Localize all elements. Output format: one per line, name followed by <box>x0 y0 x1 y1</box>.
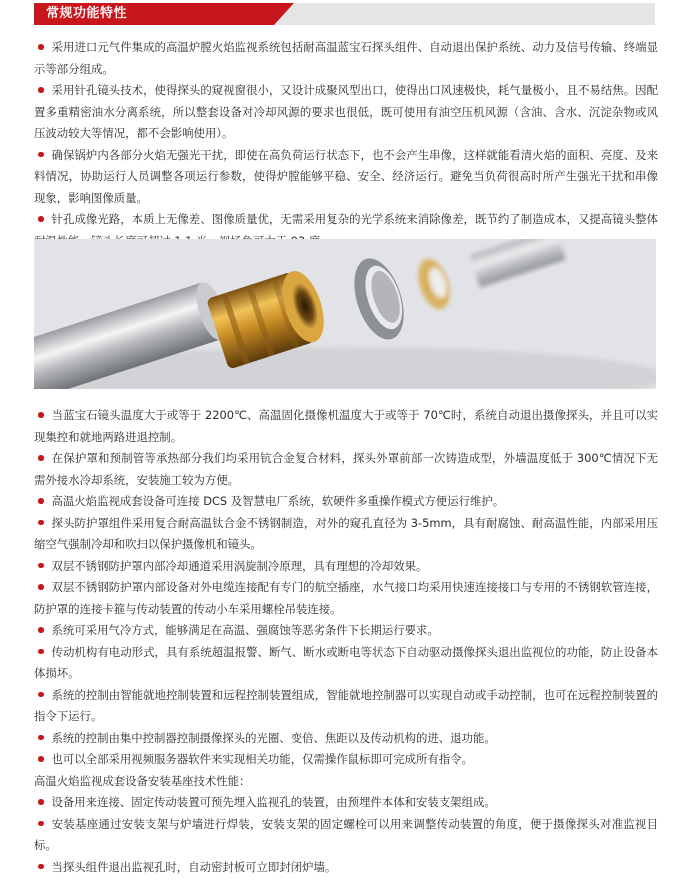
list-item <box>34 513 658 556</box>
product-photo <box>34 239 656 389</box>
list-item-text: 也可以全部采用视频服务器软件来实现相关功能，仅需操作鼠标即可完成所有指令。 <box>51 752 473 766</box>
brass-fitting-photo <box>34 239 656 389</box>
list-item-text: 当探头组件退出监视孔时，自动密封板可立即封闭炉墙。 <box>51 859 337 874</box>
list-item <box>34 792 658 814</box>
list-item <box>34 80 658 145</box>
list-item <box>34 405 658 448</box>
list-item <box>34 685 658 728</box>
bullet-icon <box>38 412 44 418</box>
bullet-icon <box>38 735 44 741</box>
list-item-text: 系统的控制由集中控制器控制摄像探头的光圈、变倍、焦距以及传动机构的进、退功能。 <box>51 730 496 745</box>
list-item <box>34 857 658 879</box>
list-item-text: 确保锅炉内各部分火焰无强光干扰，即使在高负荷运行状态下，也不会产生串像，这样就能看清火焰的面积、亮度、及来料情况，协助运行人员调整各项运行参数，使得炉膛能够平稳、安全、经济运行。避免当负荷很高时所产生强光干扰和串像现象，影响图像质量。 <box>34 147 658 205</box>
list-item-text: 双层不锈钢防护罩内部设备对外电缆连接配有专门的航空插座，水气接口均采用快速连接接口与专用的不锈钢软管连接，防护罩的连接卡箍与传动装置的传动小车采用螺栓吊装连接。 <box>34 580 658 616</box>
bullet-icon <box>38 216 44 222</box>
list-item-text: 针孔成像光路，本质上无像差、图像质量优，无需采用复杂的光学系统来消除像差，既节约了制造成本，又提高镜头整体 <box>51 212 658 226</box>
bullet-icon <box>38 44 44 50</box>
list-item-text: 系统的控制由智能就地控制装置和远程控制装置组成，智能就地控制器可以实现自动或手动控制，也可在远程控制装置的指令下运行。 <box>34 687 658 723</box>
list-item <box>34 556 658 578</box>
bullet-icon <box>38 692 44 698</box>
list-item <box>34 728 658 750</box>
bullet-icon <box>38 152 44 158</box>
bullet-icon <box>38 87 44 93</box>
list-item-text: 采用进口元气件集成的高温炉膛火焰监视系统包括耐高温蓝宝石探头组件、自动退出保护系统、动力及信号传输、终端显示等部分组成。 <box>34 40 658 76</box>
bullet-icon <box>38 864 44 870</box>
list-item <box>34 145 658 210</box>
feature-list-bottom <box>34 405 658 878</box>
section-header-bar <box>34 3 655 25</box>
list-item <box>34 577 658 620</box>
list-item-text: 当蓝宝石镜头温度大于或等于 2200℃、高温固化摄像机温度大于或等于 70℃时，系统自动退出摄像探头，并且可以实现集控和就地两路进退控制。 <box>34 408 658 444</box>
bullet-icon <box>38 455 44 461</box>
list-item-text: 安装基座通过安装支架与炉墙进行焊装，安装支架的固定螺栓可以用来调整传动装置的角度，便于摄像探头对准监视目标。 <box>34 816 658 852</box>
bullet-icon <box>38 756 44 762</box>
list-item <box>34 37 658 80</box>
bullet-icon <box>38 498 44 504</box>
list-item <box>34 491 658 513</box>
list-item-text: 采用针孔镜头技术，使得探头的窥视窗很小，又设计成聚风型出口，使得出口风速极快，耗气量极小，且不易结焦。因配置多重精密油水分离系统，所以整套设备对冷却风源的要求也很低，既可使用有油空压机风源（含油、含水、沉淀杂物或风压波动较大等情况，都不会影响使用）。 <box>34 83 658 140</box>
list-item-text: 探头防护罩组件采用复合耐高温钛合金不锈钢制造，对外的窥孔直径为 3-5mm，具有耐腐蚀、耐高温性能，内部采用压缩空气强制冷却和吹扫以保护摄像机和镜头。 <box>34 515 658 551</box>
list-item <box>34 448 658 491</box>
bullet-icon <box>38 799 44 805</box>
subheading-text: 高温火焰监视成套设备安装基座技术性能： <box>34 773 251 788</box>
bullet-icon <box>38 584 44 590</box>
bullet-icon <box>38 627 44 633</box>
section-title: 常规功能特性 <box>46 6 128 21</box>
list-item <box>34 749 658 771</box>
list-item <box>34 642 658 685</box>
bullet-icon <box>38 649 44 655</box>
bullet-icon <box>38 821 44 827</box>
list-item <box>34 814 658 857</box>
list-item-text: 传动机构有电动形式，具有系统超温报警、断气、断水或断电等状态下自动驱动摄像探头退出监视位的功能，防止设备本体损坏。 <box>34 644 658 680</box>
list-item-text: 高温火焰监视成套设备可连接 DCS 及智慧电厂系统，软硬件多重操作模式方便运行维护。 <box>51 494 505 508</box>
bullet-icon <box>38 563 44 569</box>
list-item <box>34 620 658 642</box>
list-item-text: 双层不锈钢防护罩内部冷却通道采用涡旋制冷原理，具有理想的冷却效果。 <box>51 558 428 573</box>
list-item-text: 设备用来连接、固定传动装置可预先埋入监视孔的装置，由预埋件本体和安装支架组成。 <box>51 795 496 809</box>
list-item-text: 系统可采用气冷方式，能够满足在高温、强腐蚀等恶劣条件下长期运行要求。 <box>51 623 439 637</box>
bullet-icon <box>38 520 44 526</box>
subheading <box>34 771 658 793</box>
feature-list-top <box>34 37 658 252</box>
list-item-text: 在保护罩和预制管等承热部分我们均采用钪合金复合材料，探头外罩前部一次铸造成型，外墙温度低于 300℃情况下无需外接水冷却系统，安装施工较为方便。 <box>34 451 658 487</box>
